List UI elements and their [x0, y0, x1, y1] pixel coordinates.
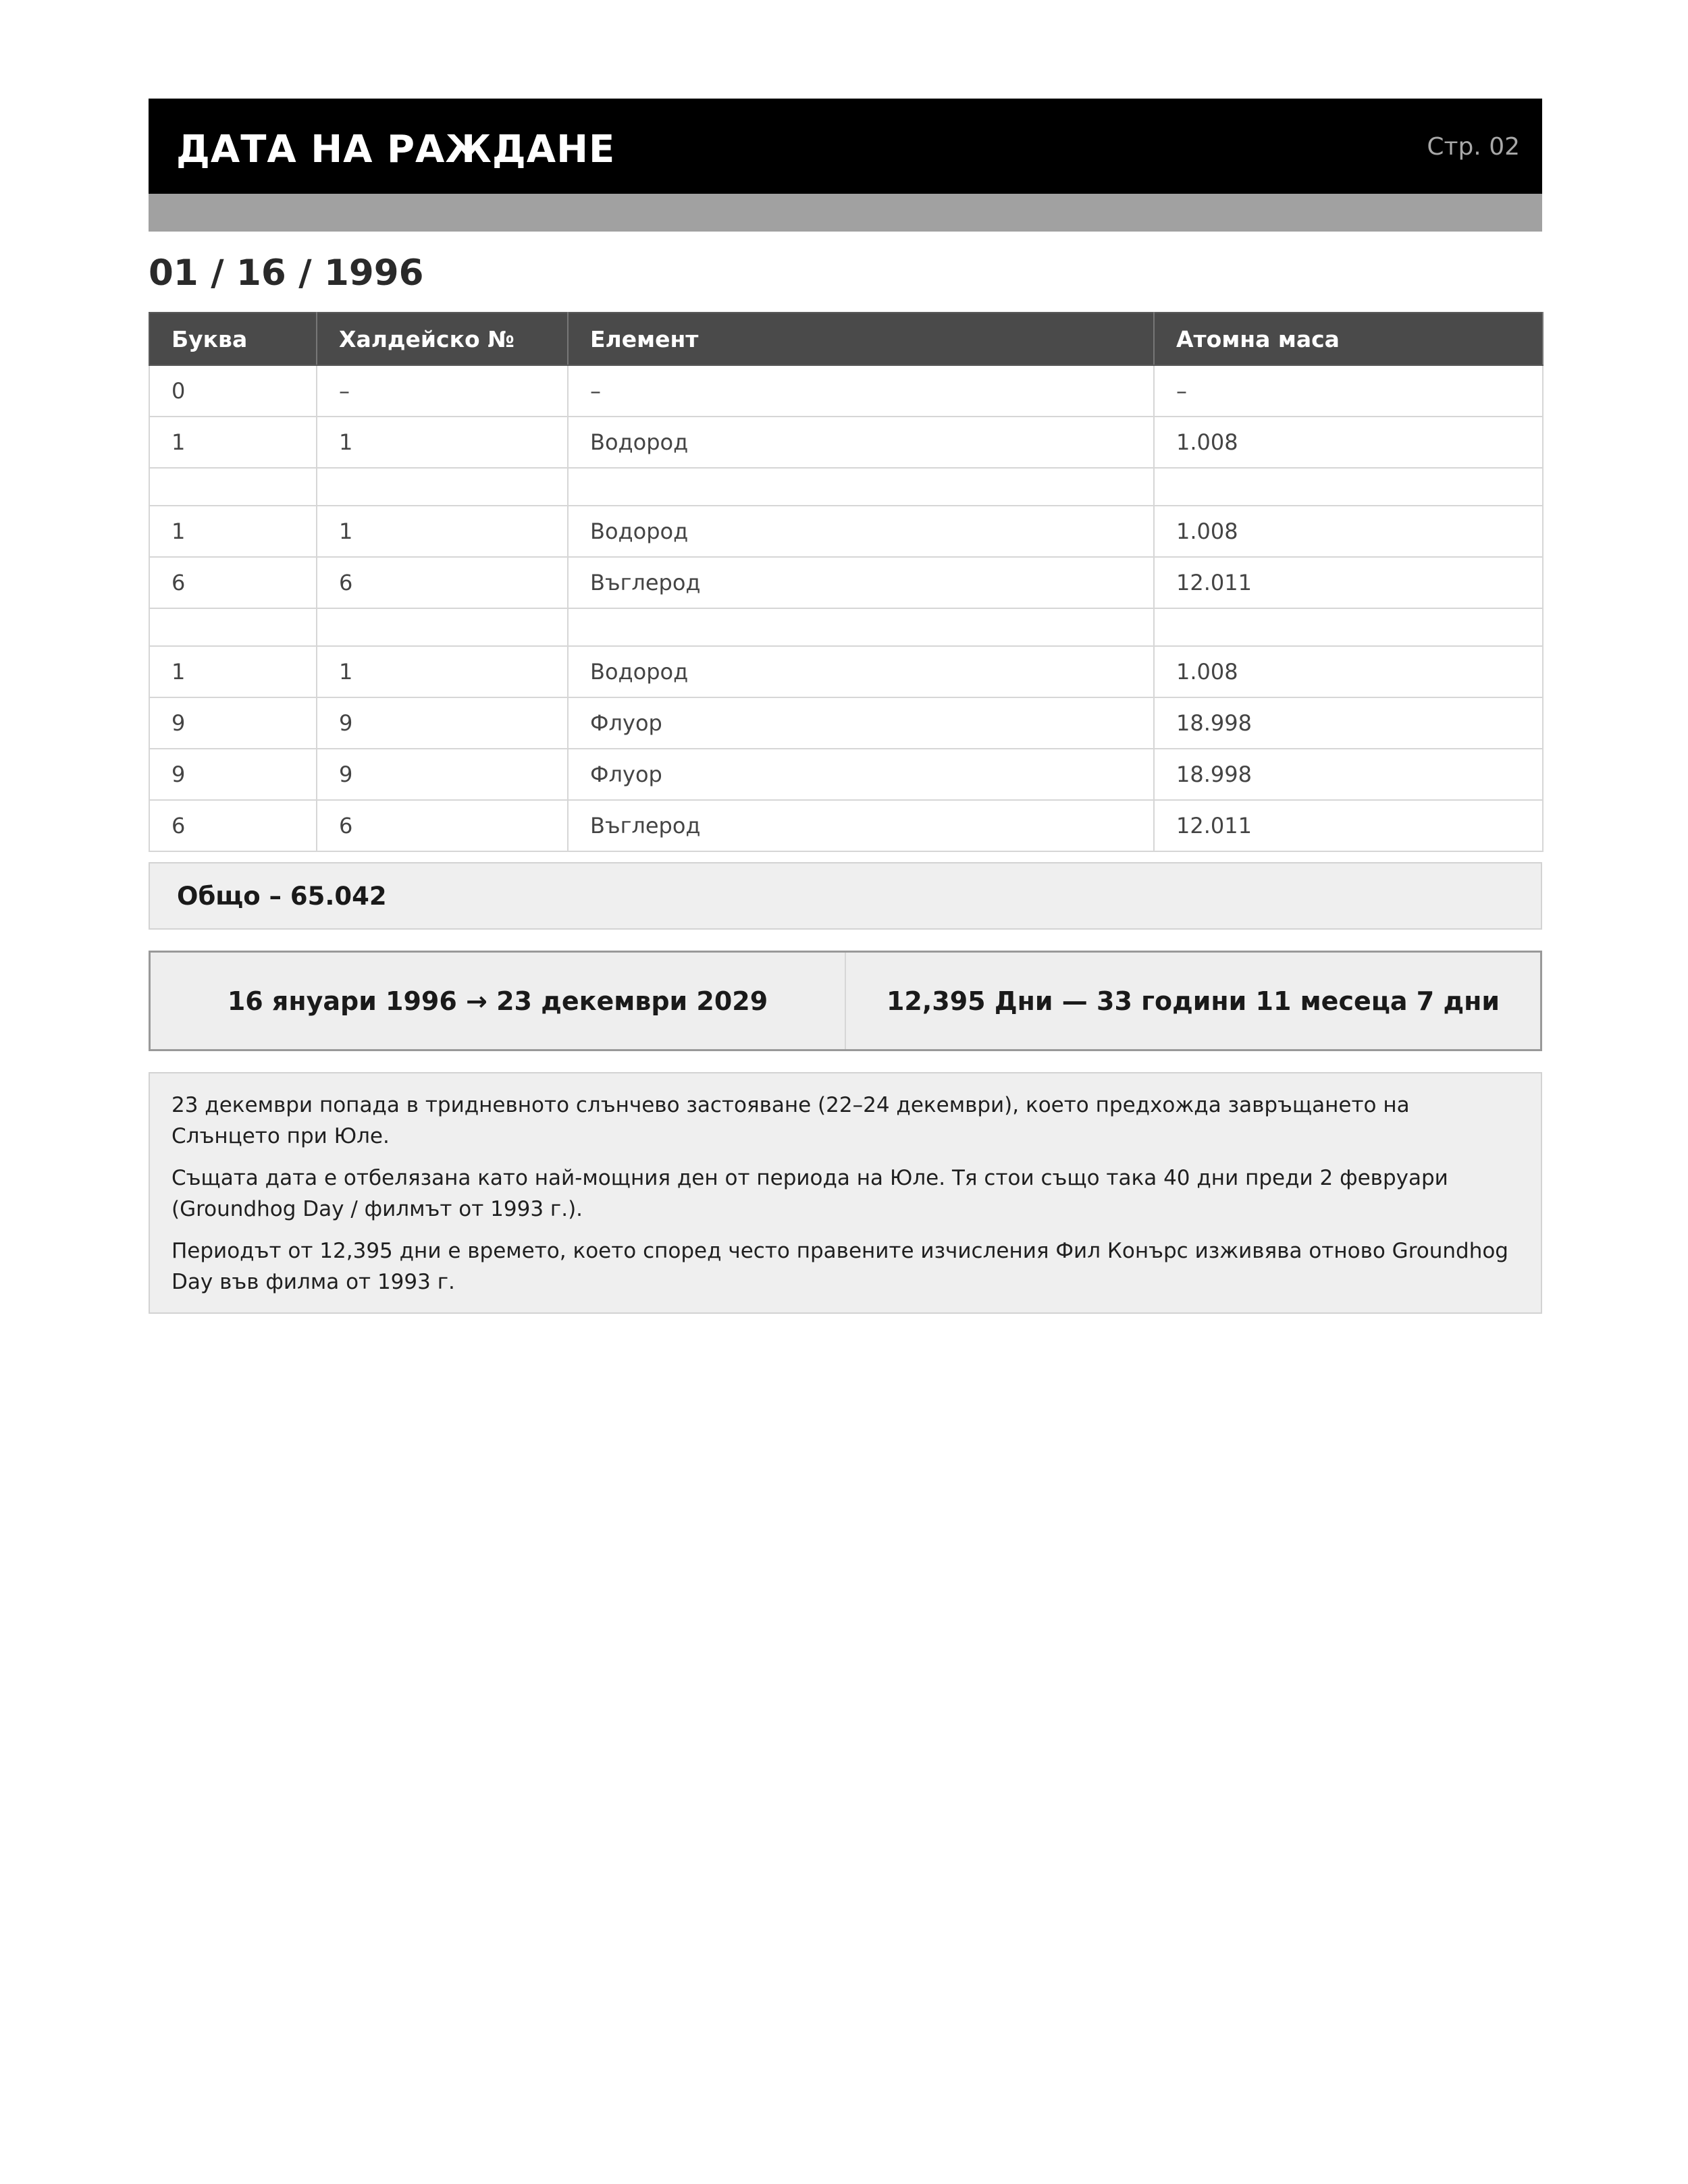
cell-element: Водород [568, 506, 1154, 557]
date-range-text: 16 януари 1996 → 23 декември 2029 [151, 953, 846, 1049]
total-box [149, 862, 1542, 930]
cell-number: – [317, 365, 568, 417]
cell-mass [1154, 468, 1543, 506]
cell-number [317, 608, 568, 646]
cell-letter: 0 [149, 365, 317, 417]
page-title: ДАТА НА РАЖДАНЕ [176, 128, 616, 171]
note-paragraph: Периодът от 12,395 дни е времето, което според често правените изчисления Фил Конърс изживява отново Groundhog Day във филма от 1993 г. [172, 1239, 1508, 1294]
cell-mass: 18.998 [1154, 749, 1543, 800]
total-value: Общо – 65.042 [177, 882, 387, 911]
table-spacer-row [149, 468, 1543, 506]
table-row [149, 417, 1543, 468]
cell-mass: 1.008 [1154, 646, 1543, 697]
cell-letter: 6 [149, 800, 317, 851]
cell-mass: 18.998 [1154, 697, 1543, 749]
cell-number: 6 [317, 557, 568, 608]
cell-element [568, 468, 1154, 506]
cell-element: Водород [568, 646, 1154, 697]
column-header-element: Елемент [568, 313, 1154, 365]
elements-table [149, 312, 1544, 852]
table-row [149, 749, 1543, 800]
cell-letter: 6 [149, 557, 317, 608]
table-row [149, 800, 1543, 851]
note-paragraph: Същата дата е отбелязана като най-мощния ден от периода на Юле. Тя стои също така 40 дни преди 2 февруари (Groundhog Day / филмът от 1993 г.). [172, 1166, 1448, 1221]
column-header-letter: Буква [149, 313, 317, 365]
cell-element [568, 608, 1154, 646]
birth-date-heading: 01 / 16 / 1996 [149, 252, 424, 294]
cell-number [317, 468, 568, 506]
column-header-atomic-mass: Атомна маса [1154, 313, 1543, 365]
cell-element: Флуор [568, 697, 1154, 749]
cell-mass: – [1154, 365, 1543, 417]
column-header-chaldean-number: Халдейско № [317, 313, 568, 365]
notes-box [149, 1072, 1542, 1314]
cell-number: 1 [317, 646, 568, 697]
table-row [149, 557, 1543, 608]
note-paragraph: 23 декември попада в тридневното слънчево застояване (22–24 декември), което предхожда завръщането на Слънцето при Юле. [172, 1093, 1410, 1148]
cell-number: 1 [317, 506, 568, 557]
cell-letter [149, 468, 317, 506]
date-range-box [149, 951, 1542, 1051]
cell-mass: 1.008 [1154, 506, 1543, 557]
document-page [149, 99, 1542, 1314]
cell-mass [1154, 608, 1543, 646]
cell-letter: 1 [149, 646, 317, 697]
cell-element: Флуор [568, 749, 1154, 800]
table-row [149, 365, 1543, 417]
table-spacer-row [149, 608, 1543, 646]
page-number: Стр. 02 [1427, 133, 1520, 161]
cell-element: Водород [568, 417, 1154, 468]
table-row [149, 506, 1543, 557]
cell-mass: 12.011 [1154, 557, 1543, 608]
cell-element: Въглерод [568, 800, 1154, 851]
cell-number: 1 [317, 417, 568, 468]
cell-number: 9 [317, 749, 568, 800]
cell-number: 6 [317, 800, 568, 851]
table-row [149, 697, 1543, 749]
cell-mass: 1.008 [1154, 417, 1543, 468]
cell-letter: 1 [149, 417, 317, 468]
cell-letter: 9 [149, 697, 317, 749]
header-divider-bar [149, 194, 1542, 232]
cell-number: 9 [317, 697, 568, 749]
cell-element: – [568, 365, 1154, 417]
table-row [149, 646, 1543, 697]
duration-text: 12,395 Дни — 33 години 11 месеца 7 дни [886, 986, 1500, 1016]
cell-letter [149, 608, 317, 646]
cell-mass: 12.011 [1154, 800, 1543, 851]
cell-letter: 9 [149, 749, 317, 800]
header-band [149, 99, 1542, 194]
cell-letter: 1 [149, 506, 317, 557]
table-header-row [149, 313, 1543, 365]
cell-element: Въглерод [568, 557, 1154, 608]
